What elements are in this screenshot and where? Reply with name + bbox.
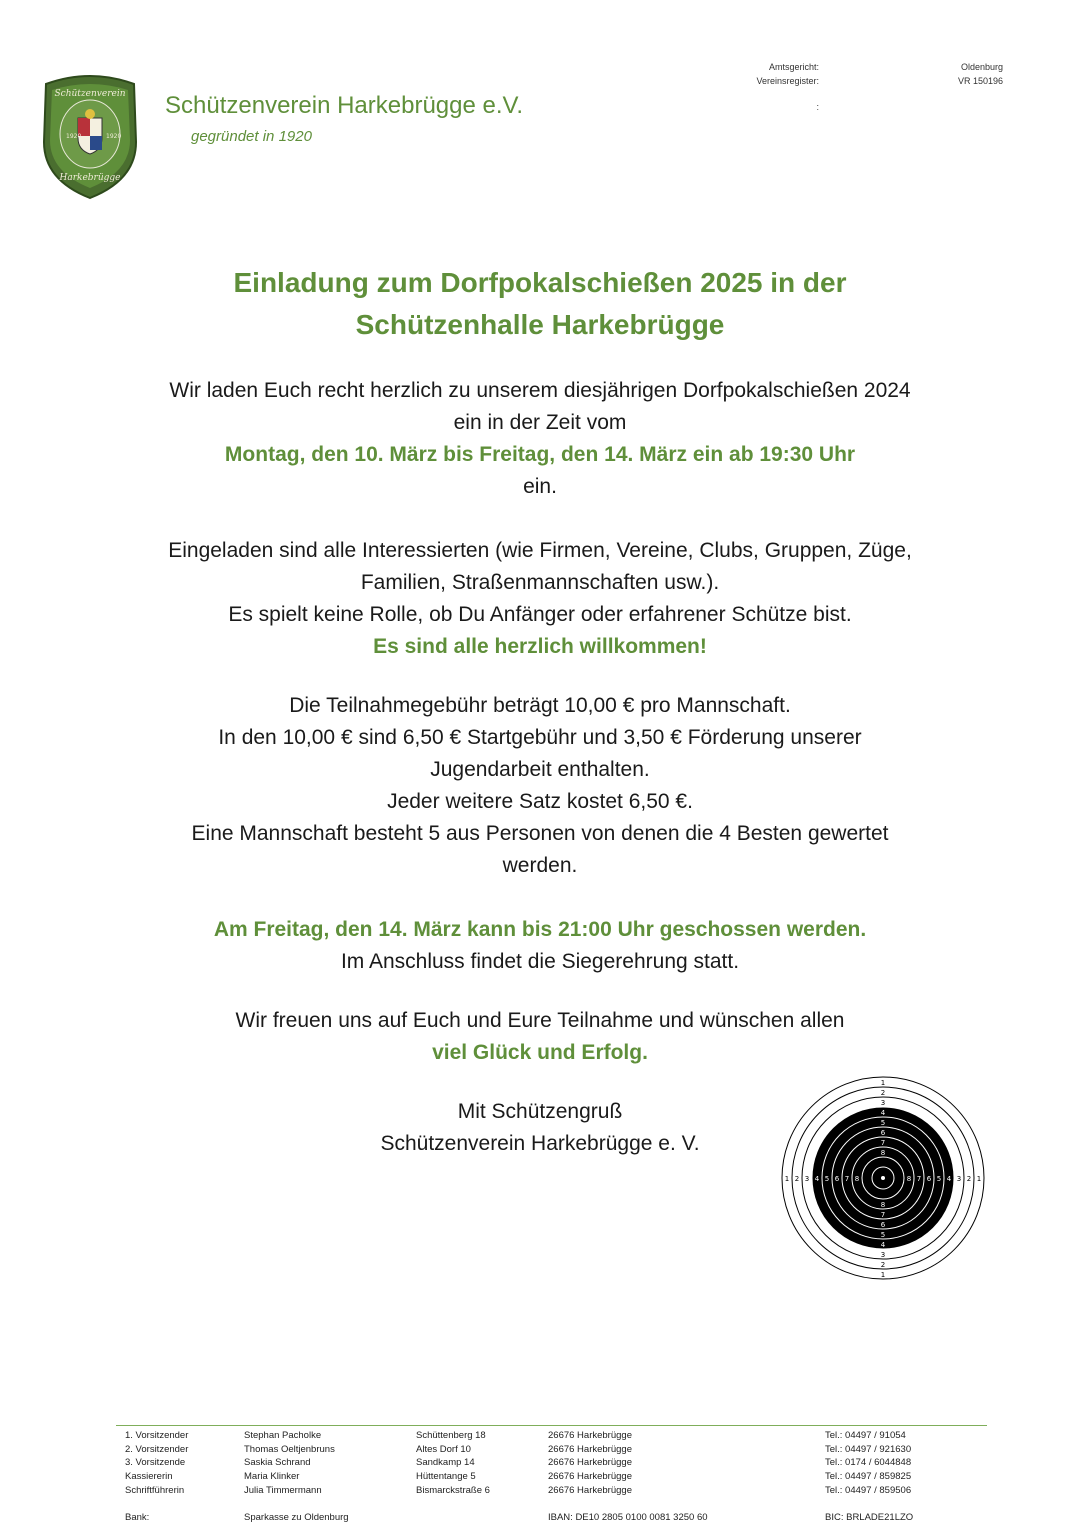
date-range: Montag, den 10. März bis Freitag, den 14. März ein ab 19:30 Uhr bbox=[224, 443, 856, 466]
footer-role: Schriftführerin bbox=[125, 1484, 185, 1496]
body-line: In den 10,00 € sind 6,50 € Startgebühr und 3,50 € Förderung unserer bbox=[218, 726, 862, 749]
footer-phone: Tel.: 0174 / 6044848 bbox=[825, 1457, 912, 1469]
ring-label: 2 bbox=[880, 1261, 886, 1269]
footer-name: Thomas Oeltjenbruns bbox=[244, 1443, 335, 1455]
footer-name: Julia Timmermann bbox=[244, 1484, 322, 1496]
good-luck-line: viel Glück und Erfolg. bbox=[432, 1041, 648, 1064]
footer-phone: Tel.: 04497 / 859825 bbox=[825, 1471, 912, 1483]
svg-text:Harkebrügge: Harkebrügge bbox=[59, 173, 121, 183]
ring-label: 2 bbox=[794, 1175, 800, 1183]
footer-role: Kassiererin bbox=[125, 1471, 173, 1483]
ring-label: 5 bbox=[880, 1119, 886, 1127]
body-line: ein in der Zeit vom bbox=[453, 411, 627, 434]
ring-label: 2 bbox=[966, 1175, 972, 1183]
footer-role: 3. Vorsitzende bbox=[125, 1457, 186, 1469]
ring-label: 7 bbox=[844, 1175, 850, 1183]
ring-label: 4 bbox=[880, 1241, 886, 1249]
registry-value: Oldenburg bbox=[960, 62, 1003, 72]
footer-role: 1. Vorsitzender bbox=[125, 1430, 189, 1441]
welcome-line: Es sind alle herzlich willkommen! bbox=[373, 635, 707, 658]
ring-label: 3 bbox=[880, 1251, 886, 1259]
registry-label: Amtsgericht: bbox=[768, 62, 819, 72]
ring-label: 4 bbox=[880, 1109, 886, 1117]
footer-divider bbox=[116, 1425, 987, 1426]
closing-greeting: Mit Schützengruß bbox=[457, 1100, 623, 1123]
ring-label: 6 bbox=[926, 1175, 932, 1183]
page-title bbox=[90, 262, 990, 346]
footer-name: Saskia Schrand bbox=[244, 1457, 311, 1469]
registry-label: Vereinsregister: bbox=[756, 76, 819, 86]
body-line: Wir freuen uns auf Euch und Eure Teilnahme und wünschen allen bbox=[235, 1009, 845, 1032]
ring-label: 7 bbox=[916, 1175, 922, 1183]
ring-label: 6 bbox=[834, 1175, 840, 1183]
ring-label: 3 bbox=[804, 1175, 810, 1183]
body-line: Im Anschluss findet die Siegerehrung statt. bbox=[340, 950, 740, 973]
registry-value: VR 150196 bbox=[957, 76, 1003, 86]
ring-label: 7 bbox=[880, 1139, 886, 1147]
ring-label: 5 bbox=[936, 1175, 942, 1183]
ring-label: 4 bbox=[814, 1175, 820, 1183]
svg-text:1920: 1920 bbox=[66, 133, 82, 140]
footer-phone: Tel.: 04497 / 921630 bbox=[825, 1443, 912, 1455]
title-line: Schützenhalle Harkebrügge bbox=[355, 309, 725, 340]
body-line: werden. bbox=[502, 854, 578, 877]
closing-signature: Schützenverein Harkebrügge e. V. bbox=[380, 1132, 700, 1155]
ring-label: 6 bbox=[880, 1129, 886, 1137]
body-line: Familien, Straßenmannschaften usw.). bbox=[360, 571, 720, 594]
footer-role: 2. Vorsitzender bbox=[125, 1443, 189, 1455]
ring-label: 4 bbox=[946, 1175, 952, 1183]
footer-city: 26676 Harkebrügge bbox=[548, 1457, 632, 1469]
title-line: Einladung zum Dorfpokalschießen 2025 in der bbox=[233, 267, 847, 298]
bank-name: Sparkasse zu Oldenburg bbox=[244, 1512, 349, 1523]
ring-label: 1 bbox=[976, 1175, 982, 1183]
footer-street: Altes Dorf 10 bbox=[416, 1443, 471, 1455]
body-line: Die Teilnahmegebühr beträgt 10,00 € pro Mannschaft. bbox=[289, 694, 791, 717]
body-line: ein. bbox=[523, 475, 557, 498]
club-name: Schützenverein Harkebrügge e.V. bbox=[165, 92, 524, 119]
ring-label: 3 bbox=[956, 1175, 962, 1183]
founded-year: gegründet in 1920 bbox=[191, 128, 312, 145]
ring-label: 1 bbox=[784, 1175, 790, 1183]
body-line: Eine Mannschaft besteht 5 aus Personen von denen die 4 Besten gewertet bbox=[191, 822, 889, 845]
body-line: Wir laden Euch recht herzlich zu unserem diesjährigen Dorfpokalschießen 2024 bbox=[169, 379, 911, 402]
footer-city: 26676 Harkebrügge bbox=[548, 1471, 632, 1483]
footer-city: 26676 Harkebrügge bbox=[548, 1484, 632, 1496]
ring-label: 5 bbox=[880, 1231, 886, 1239]
footer-name: Maria Klinker bbox=[244, 1471, 300, 1483]
body-line: Jugendarbeit enthalten. bbox=[430, 758, 650, 781]
ring-label: 2 bbox=[880, 1089, 886, 1097]
footer-city: 26676 Harkebrügge bbox=[548, 1430, 632, 1441]
club-logo bbox=[38, 72, 142, 200]
svg-text:1920: 1920 bbox=[106, 133, 122, 140]
footer-name: Stephan Pacholke bbox=[244, 1430, 322, 1441]
ring-label: 3 bbox=[880, 1099, 886, 1107]
shooting-target-icon bbox=[780, 1075, 986, 1281]
footer-street: Bismarckstraße 6 bbox=[416, 1484, 490, 1496]
body-line: Es spielt keine Rolle, ob Du Anfänger oder erfahrener Schütze bist. bbox=[228, 603, 852, 626]
bank-iban: IBAN: DE10 2805 0100 0081 3250 60 bbox=[548, 1512, 708, 1523]
bank-bic: BIC: BRLADE21LZO bbox=[825, 1512, 914, 1523]
ring-label: 1 bbox=[880, 1079, 886, 1087]
footer-city: 26676 Harkebrügge bbox=[548, 1443, 632, 1455]
footer-phone: Tel.: 04497 / 91054 bbox=[825, 1430, 906, 1441]
ring-label: 8 bbox=[906, 1175, 912, 1183]
body-line: Eingeladen sind alle Interessierten (wie Firmen, Vereine, Clubs, Gruppen, Züge, bbox=[168, 539, 912, 562]
final-day-line: Am Freitag, den 14. März kann bis 21:00 Uhr geschossen werden. bbox=[213, 918, 867, 941]
ring-label: 8 bbox=[880, 1201, 886, 1209]
svg-text:Schützenverein: Schützenverein bbox=[54, 89, 126, 99]
footer-street: Sandkamp 14 bbox=[416, 1457, 475, 1469]
footer-street: Schüttenberg 18 bbox=[416, 1430, 486, 1441]
footer-street: Hüttentange 5 bbox=[416, 1471, 476, 1483]
ring-label: 5 bbox=[824, 1175, 830, 1183]
footer-phone: Tel.: 04497 / 859506 bbox=[825, 1484, 912, 1496]
ring-label: 8 bbox=[854, 1175, 860, 1183]
ring-label: 8 bbox=[880, 1149, 886, 1157]
registry-label: : bbox=[816, 102, 819, 112]
body-line: Jeder weitere Satz kostet 6,50 €. bbox=[387, 790, 693, 813]
ring-label: 1 bbox=[880, 1271, 886, 1279]
bank-label: Bank: bbox=[125, 1512, 150, 1523]
ring-label: 7 bbox=[880, 1211, 886, 1219]
ring-label: 6 bbox=[880, 1221, 886, 1229]
invitation-body bbox=[90, 375, 990, 1160]
